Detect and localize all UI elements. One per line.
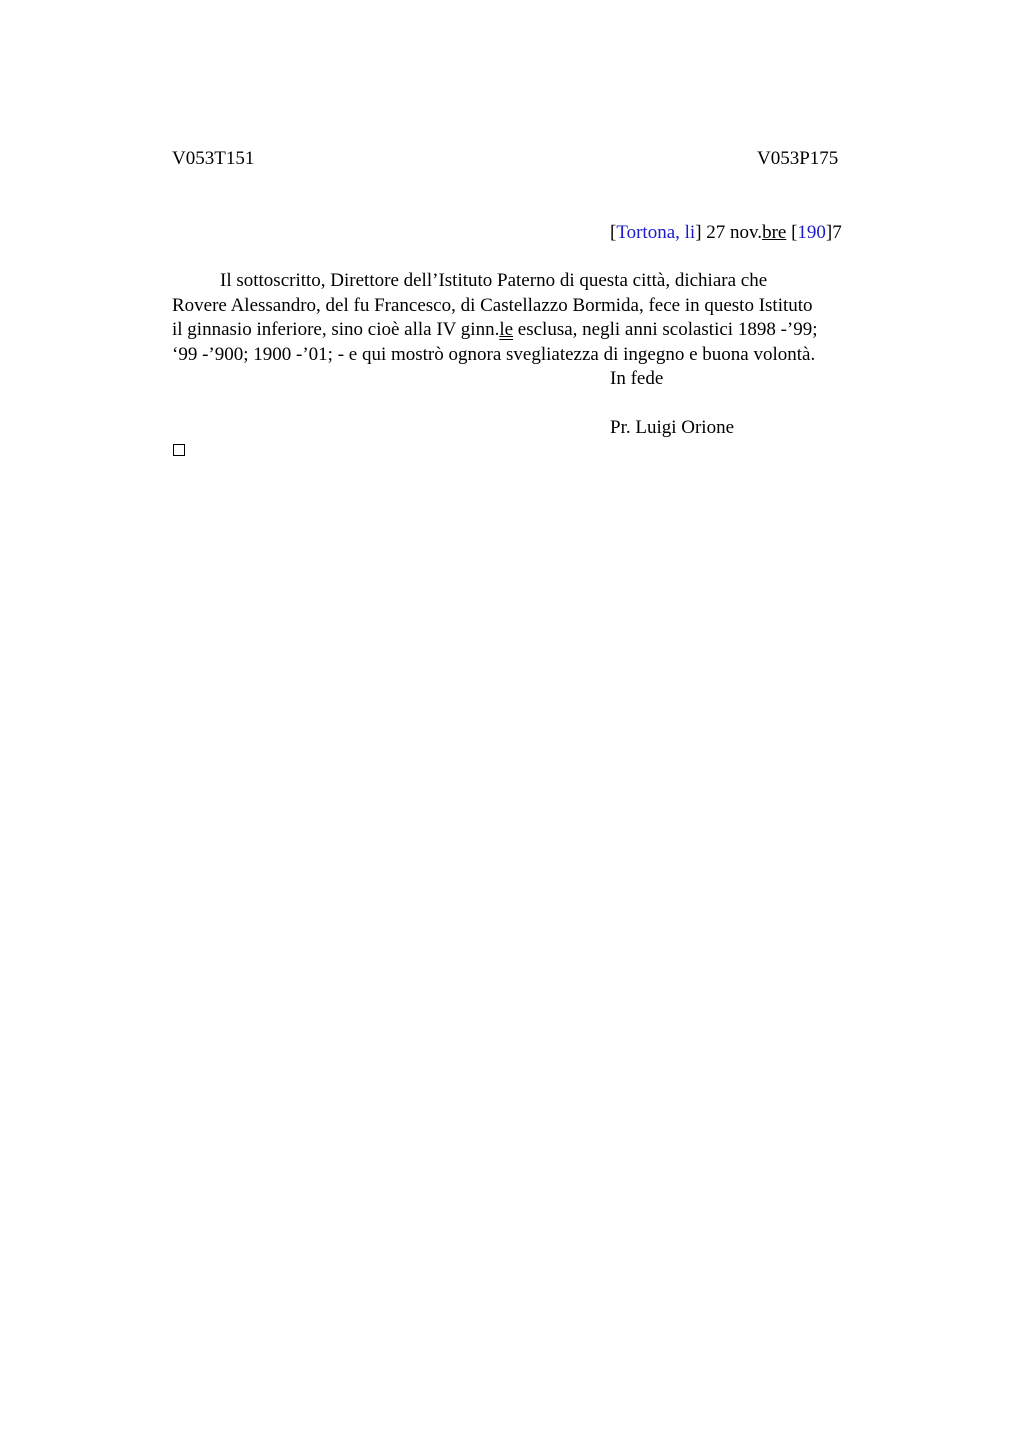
document-code-right: V053P175 (757, 148, 839, 169)
body-line-3-abbrev: le (499, 319, 514, 340)
body-line-2: Rovere Alessandro, del fu Francesco, di Castellazzo Bormida, fece in questo Istituto (172, 294, 813, 316)
closing-in-fede: In fede (610, 368, 664, 389)
dateline (610, 221, 842, 246)
letter-body (172, 269, 818, 367)
dateline-year-prefix: 190 (797, 222, 826, 243)
dateline-place: Tortona, li (616, 222, 696, 243)
dateline-year-suffix: ]7 (825, 222, 842, 243)
body-line-4: ‘99 -’900; 1900 -’01; - e qui mostrò ognora svegliatezza di ingegno e buona volontà. (172, 343, 816, 365)
body-line-3-start: il ginnasio inferiore, sino cioè alla IV ginn. (172, 319, 500, 340)
dateline-open-bracket: [ (610, 222, 617, 243)
document-code-left: V053T151 (172, 148, 255, 169)
body-line-1: Il sottoscritto, Direttore dell’Istituto Paterno di questa città, dichiara che (220, 270, 768, 291)
dateline-bracket: [ (786, 222, 798, 243)
body-line-3-end: esclusa, negli anni scolastici 1898 -’99; (513, 319, 818, 340)
dateline-day-month: ] 27 nov. (695, 222, 763, 243)
dateline-month-abbrev: bre (762, 222, 787, 243)
checkbox-square-icon (173, 444, 185, 456)
signature: Pr. Luigi Orione (610, 417, 735, 438)
body-line-3 (172, 318, 818, 343)
